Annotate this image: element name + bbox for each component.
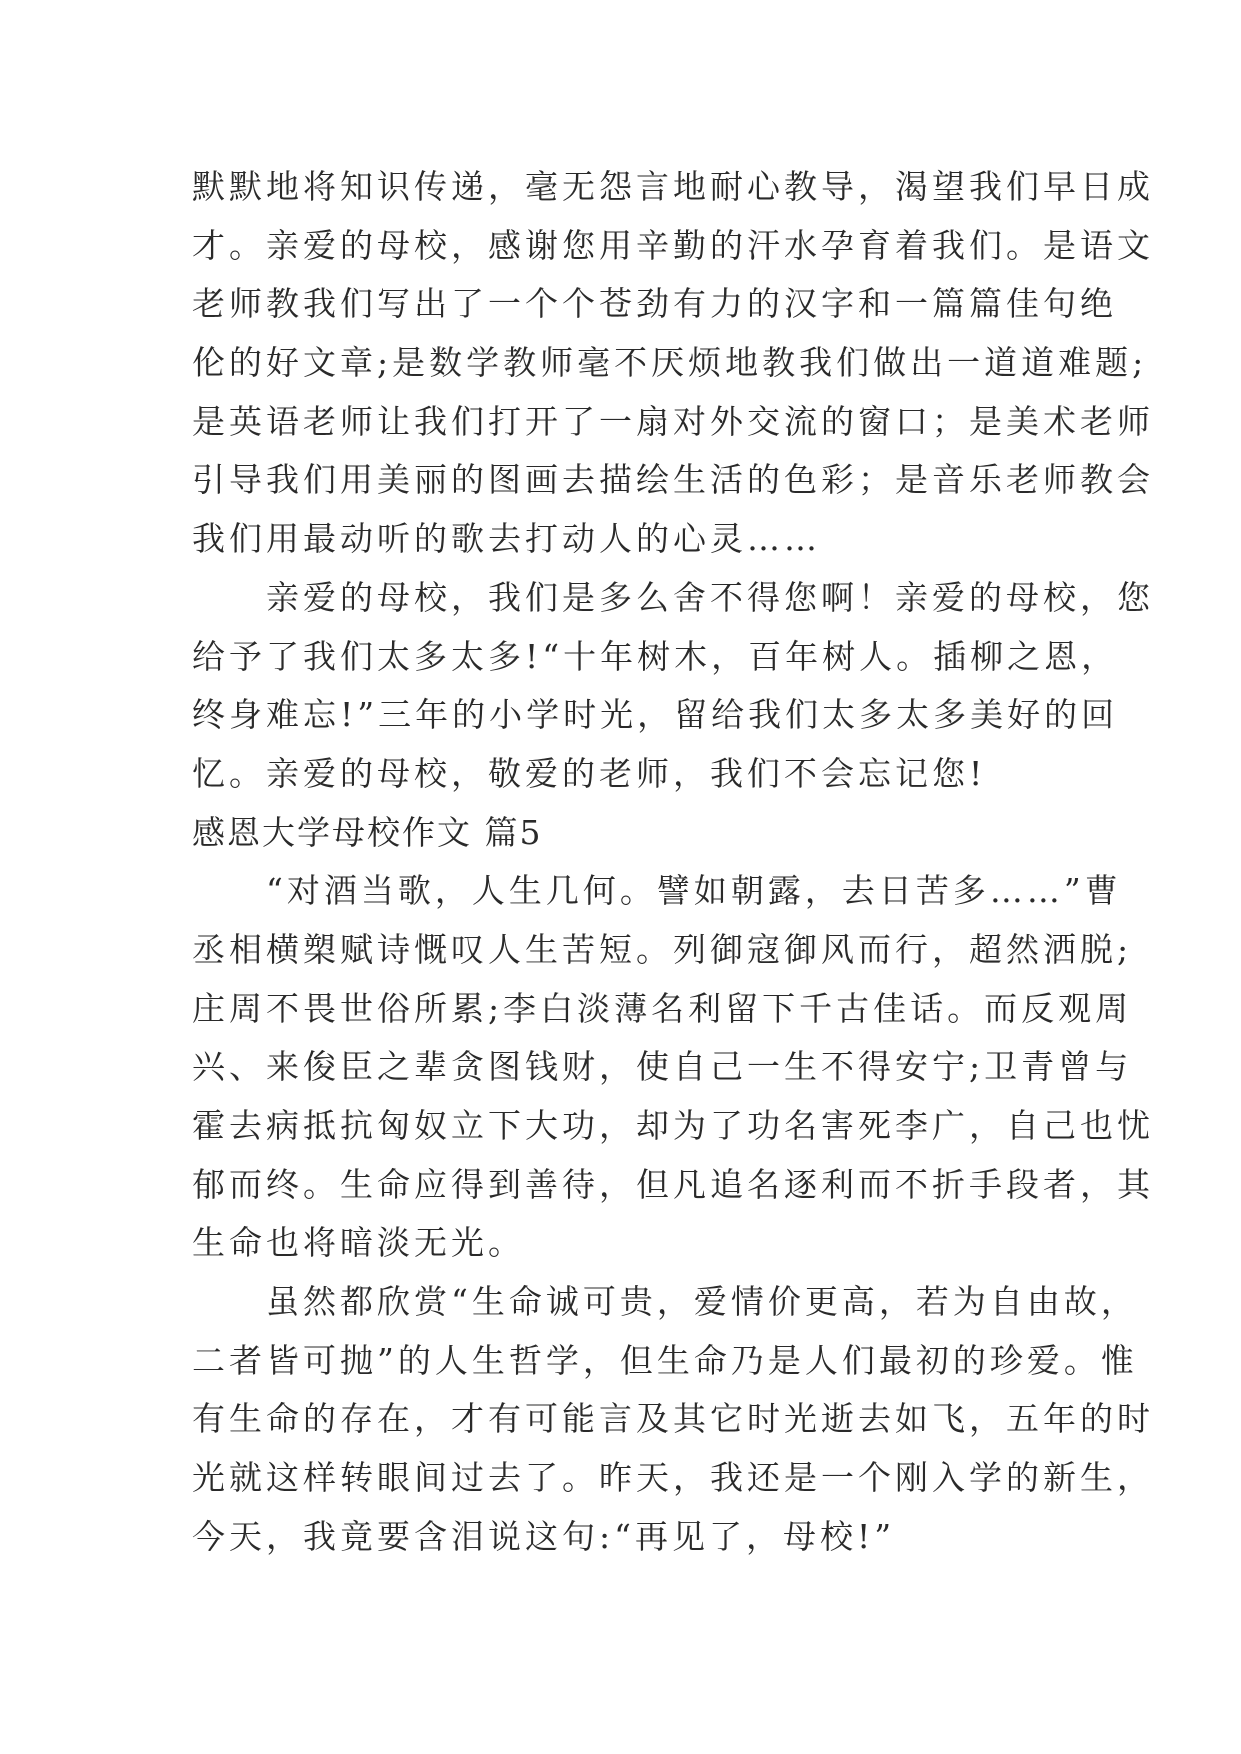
text-line: 二者皆可抛”的人生哲学，但生命乃是人们最初的珍爱。惟 xyxy=(192,1340,1138,1380)
text-line: “对酒当歌，人生几何。譬如朝露，去日苦多……”曹 xyxy=(266,871,1122,911)
text-line: 给予了我们太多太多!“十年树木，百年树人。插柳之恩， xyxy=(192,636,1119,676)
text-line: 有生命的存在，才有可能言及其它时光逝去如飞，五年的时 xyxy=(192,1399,1154,1439)
text-line: 今天，我竟要含泪说这句:“再见了，母校!” xyxy=(192,1516,896,1556)
article-body xyxy=(192,158,1154,1567)
text-line: 庄周不畏世俗所累;李白淡薄名利留下千古佳话。而反观周 xyxy=(192,988,1133,1028)
text-line: 兴、来俊臣之辈贪图钱财，使自己一生不得安宁;卫青曾与 xyxy=(192,1047,1133,1087)
section-heading: 感恩大学母校作文 篇5 xyxy=(192,812,543,852)
text-line: 是英语老师让我们打开了一扇对外交流的窗口；是美术老师 xyxy=(192,401,1154,441)
text-line: 引导我们用美丽的图画去描绘生活的色彩；是音乐老师教会 xyxy=(192,460,1154,500)
text-line: 光就这样转眼间过去了。昨天，我还是一个刚入学的新生， xyxy=(192,1458,1154,1498)
text-line: 生命也将暗淡无光。 xyxy=(192,1223,525,1263)
text-line: 终身难忘!”三年的小学时光，留给我们太多太多美好的回 xyxy=(192,695,1119,735)
text-line: 丞相横槊赋诗慨叹人生苦短。列御寇御风而行，超然洒脱; xyxy=(192,929,1133,969)
text-line: 才。亲爱的母校，感谢您用辛勤的汗水孕育着我们。是语文 xyxy=(192,225,1154,265)
text-line: 虽然都欣赏“生命诚可贵，爱情价更高，若为自由故， xyxy=(266,1282,1138,1322)
text-line: 伦的好文章;是数学教师毫不厌烦地教我们做出一道道难题; xyxy=(192,343,1148,383)
text-line: 亲爱的母校，我们是多么舍不得您啊！亲爱的母校，您 xyxy=(266,577,1154,617)
text-line: 老师教我们写出了一个个苍劲有力的汉字和一篇篇佳句绝 xyxy=(192,284,1117,324)
text-line: 郁而终。生命应得到善待，但凡追名逐利而不折手段者，其 xyxy=(192,1164,1154,1204)
text-line: 默默地将知识传递，毫无怨言地耐心教导，渴望我们早日成 xyxy=(192,167,1154,206)
text-line: 霍去病抵抗匈奴立下大功，却为了功名害死李广，自己也忧 xyxy=(192,1106,1154,1145)
text-line: 我们用最动听的歌去打动人的心灵…… xyxy=(192,519,821,559)
text-line: 忆。亲爱的母校，敬爱的老师，我们不会忘记您! xyxy=(192,753,987,793)
